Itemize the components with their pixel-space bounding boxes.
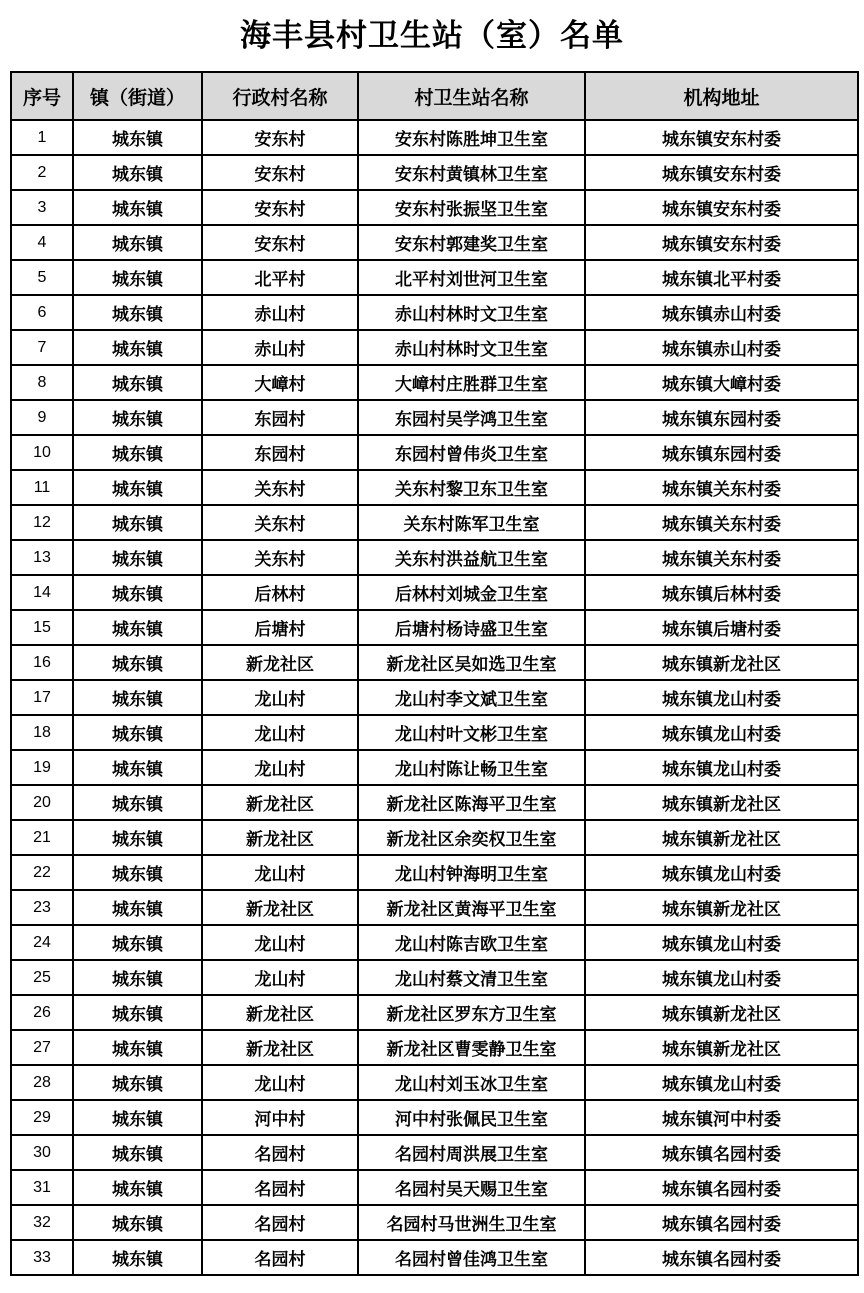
- row-index-cell: 24: [11, 925, 73, 960]
- row-index-cell: 15: [11, 610, 73, 645]
- table-cell: 龙山村刘玉冰卫生室: [358, 1065, 585, 1100]
- row-index-cell: 26: [11, 995, 73, 1030]
- row-index-cell: 6: [11, 295, 73, 330]
- table-cell: 新龙社区余奕权卫生室: [358, 820, 585, 855]
- table-cell: 赤山村林时文卫生室: [358, 330, 585, 365]
- table-cell: 龙山村钟海明卫生室: [358, 855, 585, 890]
- table-cell: 新龙社区曹雯静卫生室: [358, 1030, 585, 1065]
- table-cell: 城东镇龙山村委: [585, 1065, 858, 1100]
- table-cell: 城东镇关东村委: [585, 470, 858, 505]
- table-cell: 关东村陈军卫生室: [358, 505, 585, 540]
- table-cell: 龙山村: [202, 750, 358, 785]
- table-cell: 城东镇: [73, 750, 202, 785]
- table-cell: 城东镇: [73, 1065, 202, 1100]
- table-cell: 城东镇大嶂村委: [585, 365, 858, 400]
- table-cell: 龙山村: [202, 960, 358, 995]
- table-cell: 城东镇新龙社区: [585, 995, 858, 1030]
- table-row: [11, 960, 858, 995]
- row-index-cell: 5: [11, 260, 73, 295]
- table-cell: 城东镇: [73, 155, 202, 190]
- table-cell: 城东镇: [73, 1240, 202, 1275]
- row-index-cell: 23: [11, 890, 73, 925]
- table-cell: 城东镇龙山村委: [585, 925, 858, 960]
- table-cell: 河中村张佩民卫生室: [358, 1100, 585, 1135]
- row-index-cell: 17: [11, 680, 73, 715]
- column-header-station: 村卫生站名称: [358, 72, 585, 120]
- table-cell: 龙山村: [202, 855, 358, 890]
- table-row: [11, 1065, 858, 1100]
- table-cell: 城东镇: [73, 855, 202, 890]
- table-cell: 龙山村叶文彬卫生室: [358, 715, 585, 750]
- row-index-cell: 22: [11, 855, 73, 890]
- table-cell: 龙山村李文斌卫生室: [358, 680, 585, 715]
- table-cell: 城东镇关东村委: [585, 505, 858, 540]
- table-cell: 城东镇新龙社区: [585, 645, 858, 680]
- table-cell: 城东镇: [73, 890, 202, 925]
- column-header-address: 机构地址: [585, 72, 858, 120]
- table-row: [11, 750, 858, 785]
- table-cell: 城东镇新龙社区: [585, 820, 858, 855]
- health-stations-table: [10, 71, 859, 1276]
- table-cell: 城东镇: [73, 260, 202, 295]
- table-cell: 城东镇新龙社区: [585, 785, 858, 820]
- row-index-cell: 12: [11, 505, 73, 540]
- table-cell: 后林村刘城金卫生室: [358, 575, 585, 610]
- row-index-cell: 16: [11, 645, 73, 680]
- table-row: [11, 155, 858, 190]
- table-cell: 关东村: [202, 540, 358, 575]
- table-row: [11, 1030, 858, 1065]
- page-title: 海丰县村卫生站（室）名单: [240, 18, 624, 53]
- table-cell: 东园村: [202, 435, 358, 470]
- table-cell: 城东镇: [73, 400, 202, 435]
- row-index-cell: 14: [11, 575, 73, 610]
- table-cell: 城东镇: [73, 820, 202, 855]
- row-index-cell: 18: [11, 715, 73, 750]
- table-cell: 龙山村: [202, 715, 358, 750]
- table-cell: 城东镇龙山村委: [585, 960, 858, 995]
- row-index-cell: 8: [11, 365, 73, 400]
- table-cell: 城东镇名园村委: [585, 1170, 858, 1205]
- table-cell: 城东镇龙山村委: [585, 750, 858, 785]
- table-row: [11, 645, 858, 680]
- row-index-cell: 32: [11, 1205, 73, 1240]
- table-cell: 大嶂村: [202, 365, 358, 400]
- table-cell: 新龙社区黄海平卫生室: [358, 890, 585, 925]
- row-index-cell: 1: [11, 120, 73, 155]
- table-cell: 城东镇: [73, 960, 202, 995]
- table-cell: 赤山村林时文卫生室: [358, 295, 585, 330]
- table-row: [11, 925, 858, 960]
- table-row: [11, 890, 858, 925]
- table-cell: 城东镇: [73, 925, 202, 960]
- table-cell: 城东镇: [73, 190, 202, 225]
- table-cell: 后塘村: [202, 610, 358, 645]
- table-cell: 东园村: [202, 400, 358, 435]
- table-row: [11, 365, 858, 400]
- header-row: [11, 72, 858, 120]
- table-cell: 龙山村: [202, 1065, 358, 1100]
- table-row: [11, 120, 858, 155]
- table-cell: 城东镇龙山村委: [585, 680, 858, 715]
- table-cell: 名园村周洪展卫生室: [358, 1135, 585, 1170]
- table-cell: 城东镇东园村委: [585, 400, 858, 435]
- table-cell: 城东镇赤山村委: [585, 295, 858, 330]
- table-cell: 新龙社区陈海平卫生室: [358, 785, 585, 820]
- row-index-cell: 29: [11, 1100, 73, 1135]
- table-cell: 城东镇龙山村委: [585, 715, 858, 750]
- table-cell: 城东镇安东村委: [585, 120, 858, 155]
- row-index-cell: 4: [11, 225, 73, 260]
- table-row: [11, 785, 858, 820]
- row-index-cell: 20: [11, 785, 73, 820]
- row-index-cell: 27: [11, 1030, 73, 1065]
- table-cell: 北平村刘世河卫生室: [358, 260, 585, 295]
- row-index-cell: 33: [11, 1240, 73, 1275]
- table-row: [11, 470, 858, 505]
- table-cell: 安东村张振坚卫生室: [358, 190, 585, 225]
- table-row: [11, 260, 858, 295]
- table-row: [11, 820, 858, 855]
- table-cell: 城东镇: [73, 575, 202, 610]
- table-cell: 城东镇: [73, 505, 202, 540]
- table-row: [11, 295, 858, 330]
- table-row: [11, 400, 858, 435]
- row-index-cell: 10: [11, 435, 73, 470]
- table-cell: 龙山村: [202, 680, 358, 715]
- row-index-cell: 31: [11, 1170, 73, 1205]
- table-cell: 城东镇: [73, 470, 202, 505]
- table-cell: 城东镇: [73, 645, 202, 680]
- table-cell: 城东镇: [73, 120, 202, 155]
- table-cell: 名园村: [202, 1205, 358, 1240]
- table-cell: 新龙社区吴如选卫生室: [358, 645, 585, 680]
- table-cell: 龙山村蔡文清卫生室: [358, 960, 585, 995]
- column-header-village: 行政村名称: [202, 72, 358, 120]
- table-cell: 龙山村陈吉欧卫生室: [358, 925, 585, 960]
- table-cell: 名园村吴天赐卫生室: [358, 1170, 585, 1205]
- table-header: [11, 72, 858, 120]
- table-cell: 城东镇: [73, 680, 202, 715]
- table-row: [11, 1240, 858, 1275]
- table-cell: 城东镇: [73, 1030, 202, 1065]
- table-cell: 后林村: [202, 575, 358, 610]
- table-cell: 赤山村: [202, 330, 358, 365]
- table-cell: 大嶂村庄胜群卫生室: [358, 365, 585, 400]
- table-cell: 安东村: [202, 190, 358, 225]
- row-index-cell: 30: [11, 1135, 73, 1170]
- table-cell: 河中村: [202, 1100, 358, 1135]
- table-cell: 城东镇龙山村委: [585, 855, 858, 890]
- table-cell: 新龙社区: [202, 995, 358, 1030]
- table-cell: 安东村陈胜坤卫生室: [358, 120, 585, 155]
- table-cell: 城东镇新龙社区: [585, 1030, 858, 1065]
- table-row: [11, 610, 858, 645]
- table-cell: 城东镇: [73, 435, 202, 470]
- table-cell: 关东村洪益航卫生室: [358, 540, 585, 575]
- table-row: [11, 1170, 858, 1205]
- table-cell: 城东镇河中村委: [585, 1100, 858, 1135]
- table-cell: 城东镇名园村委: [585, 1240, 858, 1275]
- row-index-cell: 2: [11, 155, 73, 190]
- table-cell: 城东镇: [73, 1100, 202, 1135]
- table-row: [11, 435, 858, 470]
- table-row: [11, 505, 858, 540]
- row-index-cell: 21: [11, 820, 73, 855]
- row-index-cell: 3: [11, 190, 73, 225]
- table-cell: 新龙社区: [202, 820, 358, 855]
- table-cell: 城东镇名园村委: [585, 1135, 858, 1170]
- table-row: [11, 1100, 858, 1135]
- table-cell: 城东镇关东村委: [585, 540, 858, 575]
- table-cell: 城东镇: [73, 540, 202, 575]
- table-cell: 后塘村杨诗盛卫生室: [358, 610, 585, 645]
- table-row: [11, 680, 858, 715]
- table-row: [11, 1205, 858, 1240]
- table-cell: 东园村曾伟炎卫生室: [358, 435, 585, 470]
- table-cell: 城东镇: [73, 995, 202, 1030]
- table-cell: 名园村: [202, 1135, 358, 1170]
- table-cell: 城东镇: [73, 610, 202, 645]
- table-cell: 新龙社区: [202, 645, 358, 680]
- table-cell: 关东村: [202, 470, 358, 505]
- table-cell: 城东镇: [73, 1170, 202, 1205]
- column-header-index: 序号: [11, 72, 73, 120]
- table-cell: 城东镇安东村委: [585, 155, 858, 190]
- row-index-cell: 11: [11, 470, 73, 505]
- row-index-cell: 9: [11, 400, 73, 435]
- table-cell: 城东镇东园村委: [585, 435, 858, 470]
- table-cell: 城东镇: [73, 715, 202, 750]
- table-cell: 名园村曾佳鸿卫生室: [358, 1240, 585, 1275]
- row-index-cell: 13: [11, 540, 73, 575]
- table-cell: 城东镇后林村委: [585, 575, 858, 610]
- table-cell: 城东镇安东村委: [585, 190, 858, 225]
- table-row: [11, 540, 858, 575]
- table-row: [11, 225, 858, 260]
- table-body: [11, 120, 858, 1275]
- table-row: [11, 330, 858, 365]
- table-cell: 城东镇后塘村委: [585, 610, 858, 645]
- table-cell: 新龙社区: [202, 785, 358, 820]
- table-row: [11, 190, 858, 225]
- table-cell: 城东镇: [73, 1135, 202, 1170]
- table-cell: 城东镇: [73, 225, 202, 260]
- table-cell: 城东镇北平村委: [585, 260, 858, 295]
- table-cell: 新龙社区: [202, 890, 358, 925]
- table-cell: 龙山村: [202, 925, 358, 960]
- table-cell: 城东镇: [73, 1205, 202, 1240]
- table-cell: 新龙社区罗东方卫生室: [358, 995, 585, 1030]
- table-cell: 安东村: [202, 155, 358, 190]
- table-cell: 名园村马世洲生卫生室: [358, 1205, 585, 1240]
- table-cell: 安东村郭建奖卫生室: [358, 225, 585, 260]
- column-header-town: 镇（街道）: [73, 72, 202, 120]
- table-cell: 城东镇: [73, 330, 202, 365]
- table-cell: 新龙社区: [202, 1030, 358, 1065]
- table-cell: 城东镇安东村委: [585, 225, 858, 260]
- table-cell: 龙山村陈让畅卫生室: [358, 750, 585, 785]
- table-cell: 关东村黎卫东卫生室: [358, 470, 585, 505]
- table-row: [11, 995, 858, 1030]
- table-cell: 城东镇: [73, 785, 202, 820]
- table-cell: 安东村: [202, 120, 358, 155]
- table-cell: 名园村: [202, 1240, 358, 1275]
- table-cell: 城东镇名园村委: [585, 1205, 858, 1240]
- table-cell: 城东镇新龙社区: [585, 890, 858, 925]
- table-cell: 赤山村: [202, 295, 358, 330]
- row-index-cell: 28: [11, 1065, 73, 1100]
- table-row: [11, 715, 858, 750]
- row-index-cell: 7: [11, 330, 73, 365]
- table-cell: 名园村: [202, 1170, 358, 1205]
- table-cell: 东园村吴学鸿卫生室: [358, 400, 585, 435]
- table-cell: 城东镇: [73, 365, 202, 400]
- table-cell: 城东镇: [73, 295, 202, 330]
- table-cell: 北平村: [202, 260, 358, 295]
- table-row: [11, 575, 858, 610]
- table-cell: 安东村黄镇林卫生室: [358, 155, 585, 190]
- table-row: [11, 1135, 858, 1170]
- row-index-cell: 25: [11, 960, 73, 995]
- table-row: [11, 855, 858, 890]
- table-cell: 安东村: [202, 225, 358, 260]
- table-cell: 关东村: [202, 505, 358, 540]
- row-index-cell: 19: [11, 750, 73, 785]
- table-cell: 城东镇赤山村委: [585, 330, 858, 365]
